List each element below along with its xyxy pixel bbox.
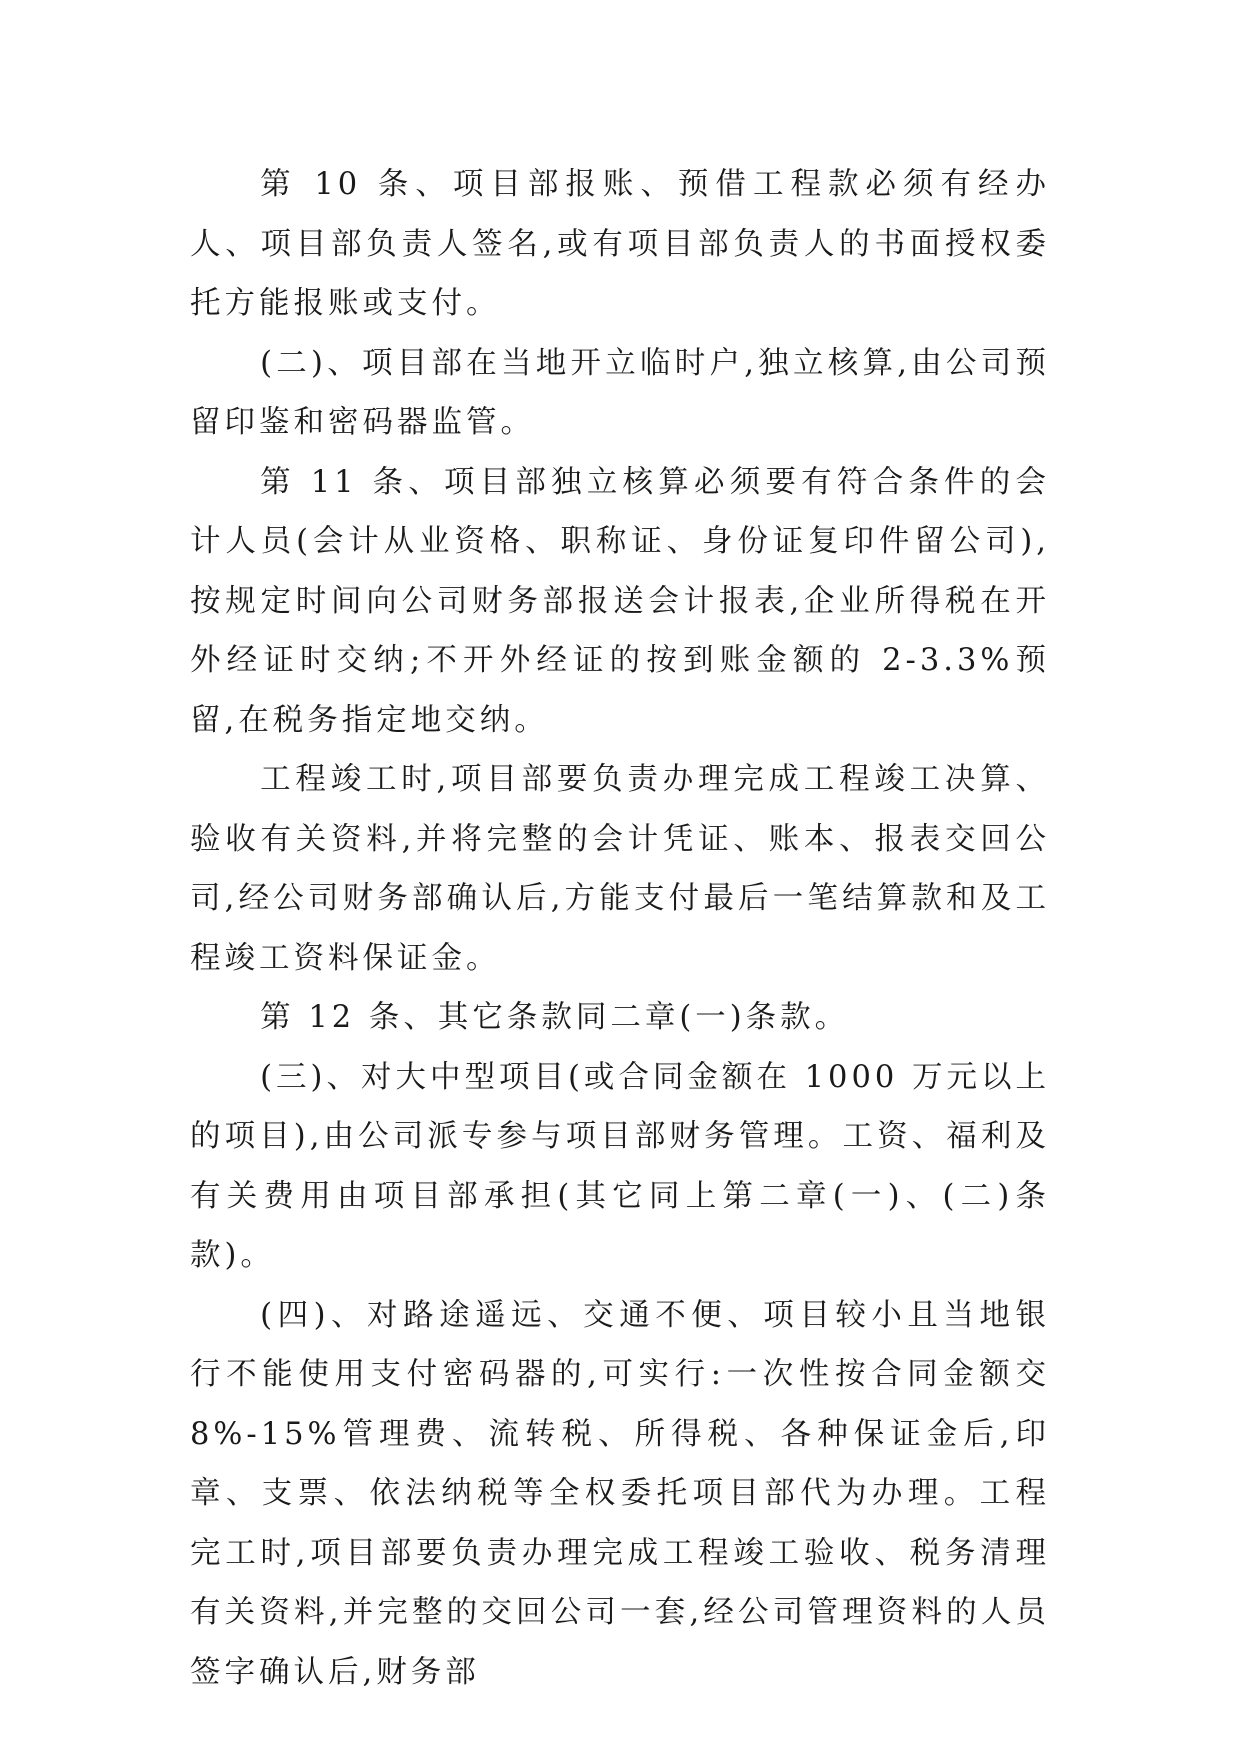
paragraph-section-2: (二)、项目部在当地开立临时户,独立核算,由公司预留印鉴和密码器监管。: [190, 345, 1050, 440]
paragraph-section-4: (四)、对路途遥远、交通不便、项目较小且当地银行不能使用支付密码器的,可实行:一次性按合同金额交 8%-15%管理费、流转税、所得税、各种保证金后,印章、支票、依法纳税等全权委托项目部代为办理。工程完工时,项目部要负责办理完成工程竣工验收、税务清理有关资料,并完整的交回公司一套,经公司管理资料的人员签字确认后,财务部: [190, 1297, 1050, 1690]
paragraph-article-11: 第 11 条、项目部独立核算必须要有符合条件的会计人员(会计从业资格、职称证、身份证复印件留公司),按规定时间向公司财务部报送会计报表,企业所得税在开外经证时交纳;不开外经证的按到账金额的 2-3.3%预留,在税务指定地交纳。: [190, 464, 1050, 738]
paragraph-article-12: 第 12 条、其它条款同二章(一)条款。: [260, 1000, 850, 1035]
paragraph-completion: 工程竣工时,项目部要负责办理完成工程竣工决算、验收有关资料,并将完整的会计凭证、账本、报表交回公司,经公司财务部确认后,方能支付最后一笔结算款和及工程竣工资料保证金。: [190, 762, 1050, 976]
paragraph-section-3: (三)、对大中型项目(或合同金额在 1000 万元以上的项目),由公司派专参与项目部财务管理。工资、福利及有关费用由项目部承担(其它同上第二章(一)、(二)条款)。: [190, 1059, 1050, 1273]
document-body: [190, 155, 1050, 1702]
paragraph-article-10: 第 10 条、项目部报账、预借工程款必须有经办人、项目部负责人签名,或有项目部负责人的书面授权委托方能报账或支付。: [190, 167, 1050, 321]
